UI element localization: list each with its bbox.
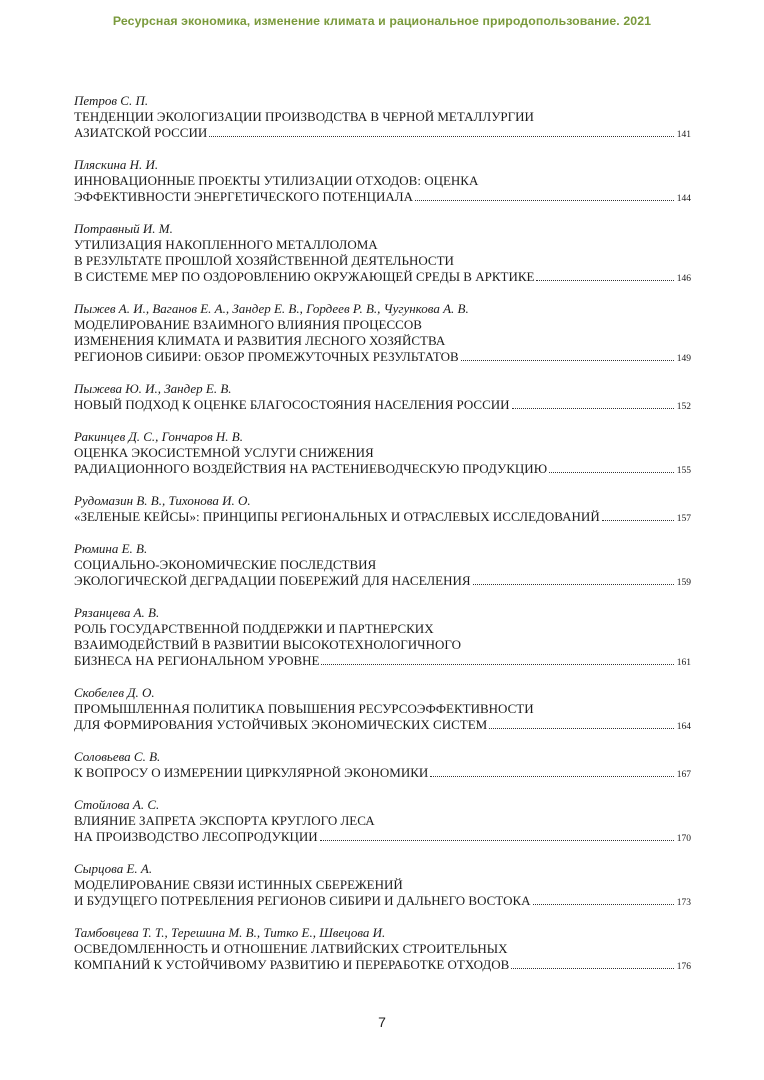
dot-leader xyxy=(549,472,674,473)
toc-entry xyxy=(74,861,691,911)
dot-leader xyxy=(511,968,673,969)
entry-page-number: 157 xyxy=(676,514,691,524)
entry-last-line xyxy=(74,509,691,527)
dot-leader xyxy=(536,280,673,281)
entry-title-line: ЭКОЛОГИЧЕСКОЙ ДЕГРАДАЦИИ ПОБЕРЕЖИЙ ДЛЯ НАСЕЛЕНИЯ xyxy=(74,573,471,588)
dot-leader xyxy=(473,584,674,585)
table-of-contents xyxy=(74,93,691,989)
entry-authors: Пыжев А. И., Ваганов Е. А., Зандер Е. В., Гордеев Р. В., Чугункова А. В. xyxy=(74,301,469,316)
entry-last-line xyxy=(74,893,691,911)
page-number: 7 xyxy=(378,1014,386,1030)
dot-leader xyxy=(321,664,673,665)
toc-entry xyxy=(74,157,691,207)
entry-title-line: ТЕНДЕНЦИИ ЭКОЛОГИЗАЦИИ ПРОИЗВОДСТВА В ЧЕРНОЙ МЕТАЛЛУРГИИ xyxy=(74,109,534,124)
entry-authors: Рязанцева А. В. xyxy=(74,605,160,620)
entry-title-line: БИЗНЕСА НА РЕГИОНАЛЬНОМ УРОВНЕ xyxy=(74,653,320,668)
toc-entry xyxy=(74,381,691,415)
entry-page-number: 149 xyxy=(676,354,691,364)
entry-page-number: 173 xyxy=(676,898,691,908)
entry-title-line: И БУДУЩЕГО ПОТРЕБЛЕНИЯ РЕГИОНОВ СИБИРИ И ДАЛЬНЕГО ВОСТОКА xyxy=(74,893,531,908)
dot-leader xyxy=(533,904,674,905)
entry-page-number: 170 xyxy=(676,834,691,844)
entry-authors: Соловьева С. В. xyxy=(74,749,161,764)
entry-title-line: «ЗЕЛЕНЫЕ КЕЙСЫ»: ПРИНЦИПЫ РЕГИОНАЛЬНЫХ И ОТРАСЛЕВЫХ ИССЛЕДОВАНИЙ xyxy=(74,509,600,524)
entry-title-line: СОЦИАЛЬНО-ЭКОНОМИЧЕСКИЕ ПОСЛЕДСТВИЯ xyxy=(74,557,377,572)
toc-entry xyxy=(74,301,691,367)
entry-authors: Ракинцев Д. С., Гончаров Н. В. xyxy=(74,429,243,444)
entry-title-line: УТИЛИЗАЦИЯ НАКОПЛЕННОГО МЕТАЛЛОЛОМА xyxy=(74,237,378,252)
dot-leader xyxy=(512,408,674,409)
toc-entry xyxy=(74,493,691,527)
entry-title-line: КОМПАНИЙ К УСТОЙЧИВОМУ РАЗВИТИЮ И ПЕРЕРАБОТКЕ ОТХОДОВ xyxy=(74,957,510,972)
entry-page-number: 155 xyxy=(676,466,691,476)
entry-last-line xyxy=(74,765,691,783)
entry-page-number: 144 xyxy=(676,194,691,204)
entry-title-line: ЭФФЕКТИВНОСТИ ЭНЕРГЕТИЧЕСКОГО ПОТЕНЦИАЛА xyxy=(74,189,413,204)
toc-entry xyxy=(74,685,691,735)
entry-last-line xyxy=(74,957,691,975)
entry-authors: Потравный И. М. xyxy=(74,221,173,236)
toc-entry xyxy=(74,93,691,143)
entry-title-line: ОЦЕНКА ЭКОСИСТЕМНОЙ УСЛУГИ СНИЖЕНИЯ xyxy=(74,445,374,460)
dot-leader xyxy=(602,520,674,521)
entry-page-number: 167 xyxy=(676,770,691,780)
entry-authors: Тамбовцева Т. Т., Терешина М. В., Титко Е., Швецова И. xyxy=(74,925,386,940)
dot-leader xyxy=(320,840,674,841)
entry-page-number: 176 xyxy=(676,962,691,972)
entry-last-line xyxy=(74,269,691,287)
running-header: Ресурсная экономика, изменение климата и рациональное природопользование. 2021 xyxy=(112,14,652,28)
entry-title-line: ПРОМЫШЛЕННАЯ ПОЛИТИКА ПОВЫШЕНИЯ РЕСУРСОЭФФЕКТИВНОСТИ xyxy=(74,701,534,716)
entry-title-line: ИННОВАЦИОННЫЕ ПРОЕКТЫ УТИЛИЗАЦИИ ОТХОДОВ: ОЦЕНКА xyxy=(74,173,479,188)
entry-title-line: МОДЕЛИРОВАНИЕ СВЯЗИ ИСТИННЫХ СБЕРЕЖЕНИЙ xyxy=(74,877,403,892)
entry-last-line xyxy=(74,653,691,671)
entry-title-line: РОЛЬ ГОСУДАРСТВЕННОЙ ПОДДЕРЖКИ И ПАРТНЕРСКИХ xyxy=(74,621,434,636)
dot-leader xyxy=(461,360,674,361)
entry-last-line xyxy=(74,397,691,415)
dot-leader xyxy=(489,728,674,729)
entry-title-line: ВЛИЯНИЕ ЗАПРЕТА ЭКСПОРТА КРУГЛОГО ЛЕСА xyxy=(74,813,375,828)
entry-title-line: ВЗАИМОДЕЙСТВИЙ В РАЗВИТИИ ВЫСОКОТЕХНОЛОГИЧНОГО xyxy=(74,637,461,652)
toc-entry xyxy=(74,925,691,975)
entry-authors: Стойлова А. С. xyxy=(74,797,160,812)
entry-authors: Сырцова Е. А. xyxy=(74,861,153,876)
entry-title-line: В СИСТЕМЕ МЕР ПО ОЗДОРОВЛЕНИЮ ОКРУЖАЮЩЕЙ СРЕДЫ В АРКТИКЕ xyxy=(74,269,535,284)
entry-last-line xyxy=(74,829,691,847)
entry-title-line: АЗИАТСКОЙ РОССИИ xyxy=(74,125,208,140)
entry-title-line: В РЕЗУЛЬТАТЕ ПРОШЛОЙ ХОЗЯЙСТВЕННОЙ ДЕЯТЕЛЬНОСТИ xyxy=(74,253,454,268)
toc-entry xyxy=(74,749,691,783)
dot-leader xyxy=(430,776,673,777)
entry-page-number: 141 xyxy=(676,130,691,140)
entry-page-number: 159 xyxy=(676,578,691,588)
entry-title-line: РАДИАЦИОННОГО ВОЗДЕЙСТВИЯ НА РАСТЕНИЕВОДЧЕСКУЮ ПРОДУКЦИЮ xyxy=(74,461,548,476)
entry-last-line xyxy=(74,349,691,367)
entry-page-number: 161 xyxy=(676,658,691,668)
dot-leader xyxy=(209,136,674,137)
entry-authors: Петров С. П. xyxy=(74,93,149,108)
entry-last-line xyxy=(74,189,691,207)
entry-last-line xyxy=(74,125,691,143)
entry-authors: Рюмина Е. В. xyxy=(74,541,148,556)
entry-authors: Пыжева Ю. И., Зандер Е. В. xyxy=(74,381,232,396)
entry-page-number: 146 xyxy=(676,274,691,284)
entry-title-line: ОСВЕДОМЛЕННОСТЬ И ОТНОШЕНИЕ ЛАТВИЙСКИХ СТРОИТЕЛЬНЫХ xyxy=(74,941,508,956)
entry-title-line: К ВОПРОСУ О ИЗМЕРЕНИИ ЦИРКУЛЯРНОЙ ЭКОНОМИКИ xyxy=(74,765,429,780)
entry-title-line: МОДЕЛИРОВАНИЕ ВЗАИМНОГО ВЛИЯНИЯ ПРОЦЕССОВ xyxy=(74,317,422,332)
entry-last-line xyxy=(74,573,691,591)
entry-title-line: ДЛЯ ФОРМИРОВАНИЯ УСТОЙЧИВЫХ ЭКОНОМИЧЕСКИХ СИСТЕМ xyxy=(74,717,488,732)
toc-entry xyxy=(74,605,691,671)
toc-entry xyxy=(74,221,691,287)
entry-authors: Пляскина Н. И. xyxy=(74,157,159,172)
entry-page-number: 164 xyxy=(676,722,691,732)
toc-entry xyxy=(74,429,691,479)
entry-authors: Скобелев Д. О. xyxy=(74,685,155,700)
dot-leader xyxy=(415,200,674,201)
entry-page-number: 152 xyxy=(676,402,691,412)
toc-entry xyxy=(74,797,691,847)
entry-title-line: ИЗМЕНЕНИЯ КЛИМАТА И РАЗВИТИЯ ЛЕСНОГО ХОЗЯЙСТВА xyxy=(74,333,446,348)
entry-title-line: НОВЫЙ ПОДХОД К ОЦЕНКЕ БЛАГОСОСТОЯНИЯ НАСЕЛЕНИЯ РОССИИ xyxy=(74,397,510,412)
entry-last-line xyxy=(74,461,691,479)
entry-last-line xyxy=(74,717,691,735)
entry-authors: Рудомазин В. В., Тихонова И. О. xyxy=(74,493,251,508)
entry-title-line: НА ПРОИЗВОДСТВО ЛЕСОПРОДУКЦИИ xyxy=(74,829,318,844)
entry-title-line: РЕГИОНОВ СИБИРИ: ОБЗОР ПРОМЕЖУТОЧНЫХ РЕЗУЛЬТАТОВ xyxy=(74,349,459,364)
toc-entry xyxy=(74,541,691,591)
